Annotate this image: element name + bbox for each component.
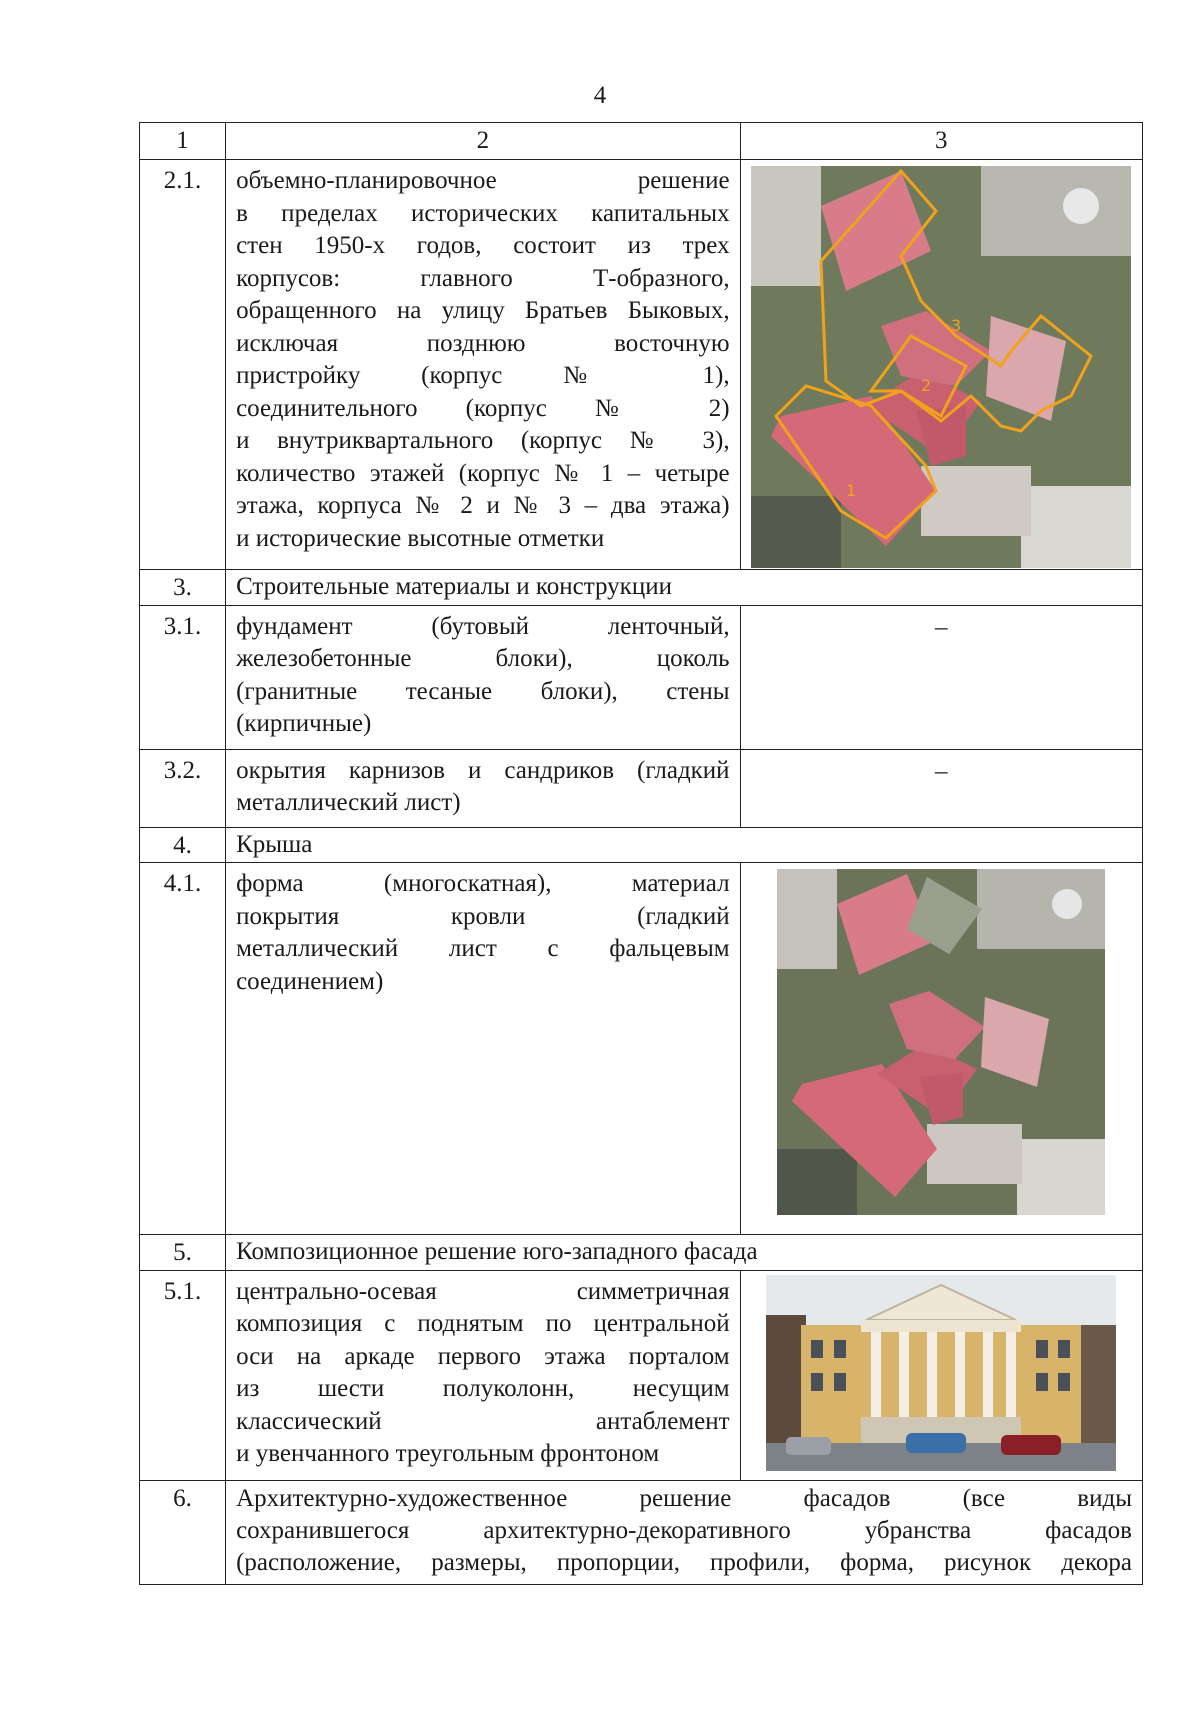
- facade-photo: [766, 1275, 1116, 1471]
- row-number: 2.1.: [163, 167, 202, 194]
- page-number: 4: [593, 82, 607, 109]
- table-row: [140, 605, 1143, 749]
- table-row: [140, 863, 1143, 1235]
- row-number: 4.1.: [163, 870, 202, 897]
- section-title: Строительные материалы и конструкции: [236, 573, 672, 600]
- row-text: фундамент (бутовый ленточный, железобетонные блоки), цоколь (гранитные тесаные блоки), стены (кирпичные): [236, 612, 730, 737]
- row-number: 5.1.: [163, 1277, 202, 1305]
- row-text: форма (многоскатная), материал покрытия кровли (гладкий металлический лист с фальцевым соединением): [236, 870, 730, 995]
- section-title: Крыша: [236, 830, 313, 858]
- section-title: Композиционное решение юго-западного фасада: [236, 1238, 758, 1265]
- building-label-2: 2: [921, 376, 932, 395]
- section-row: [140, 1480, 1143, 1584]
- table-row: [140, 1270, 1143, 1480]
- section-row: [140, 1235, 1143, 1271]
- table-header-row: [140, 123, 1143, 160]
- table-row: [140, 749, 1143, 827]
- row-text: объемно-планировочное решение в пределах исторических капитальных стен 1950-х годов, состоит из трех корпусов: главного Т-образного, обращенного на улицу Братьев Быковых, исключая позднюю восточную пристройку (корпус № 1), соединительного (корпус № 2) и внутриквартального (корпус № 3), количество этажей (корпус № 1 – четыре этажа, корпуса № 2 и № 3 – два этажа) и исторические высотные отметки: [236, 167, 730, 552]
- section-number: 6.: [173, 1484, 192, 1512]
- row-number: 3.1.: [163, 612, 202, 640]
- building-label-1: 1: [846, 481, 857, 500]
- row-text: окрытия карнизов и сандриков (гладкий металлический лист): [236, 756, 730, 816]
- section-row: [140, 827, 1143, 863]
- table-row: [140, 160, 1143, 570]
- empty-dash: –: [935, 613, 948, 641]
- header-col-2: 2: [226, 123, 741, 160]
- building-label-3: 3: [951, 316, 962, 335]
- empty-dash: –: [935, 757, 948, 785]
- header-col-3: 3: [740, 123, 1142, 160]
- aerial-photo-roof: [777, 869, 1105, 1215]
- section-number: 5.: [173, 1239, 192, 1266]
- header-col-1: 1: [140, 123, 226, 160]
- aerial-photo-outlined: [751, 166, 1131, 568]
- row-text: центрально-осевая симметричная композиция с поднятым по центральной оси на аркаде первого этажа порталом из шести полуколонн, несущим классический антаблемент и увенчанного треугольным фронтоном: [236, 1277, 730, 1467]
- section-row: [140, 570, 1143, 606]
- section-number: 4.: [173, 831, 192, 859]
- section-number: 3.: [173, 574, 192, 601]
- protected-features-table: [139, 122, 1143, 1585]
- section-title: Архитектурно-художественное решение фасадов (все виды сохранившегося архитектурно-декоративного убранства фасадов (расположение, размеры, пропорции, профили, форма, рисунок декора: [236, 1484, 1132, 1576]
- row-number: 3.2.: [163, 756, 202, 784]
